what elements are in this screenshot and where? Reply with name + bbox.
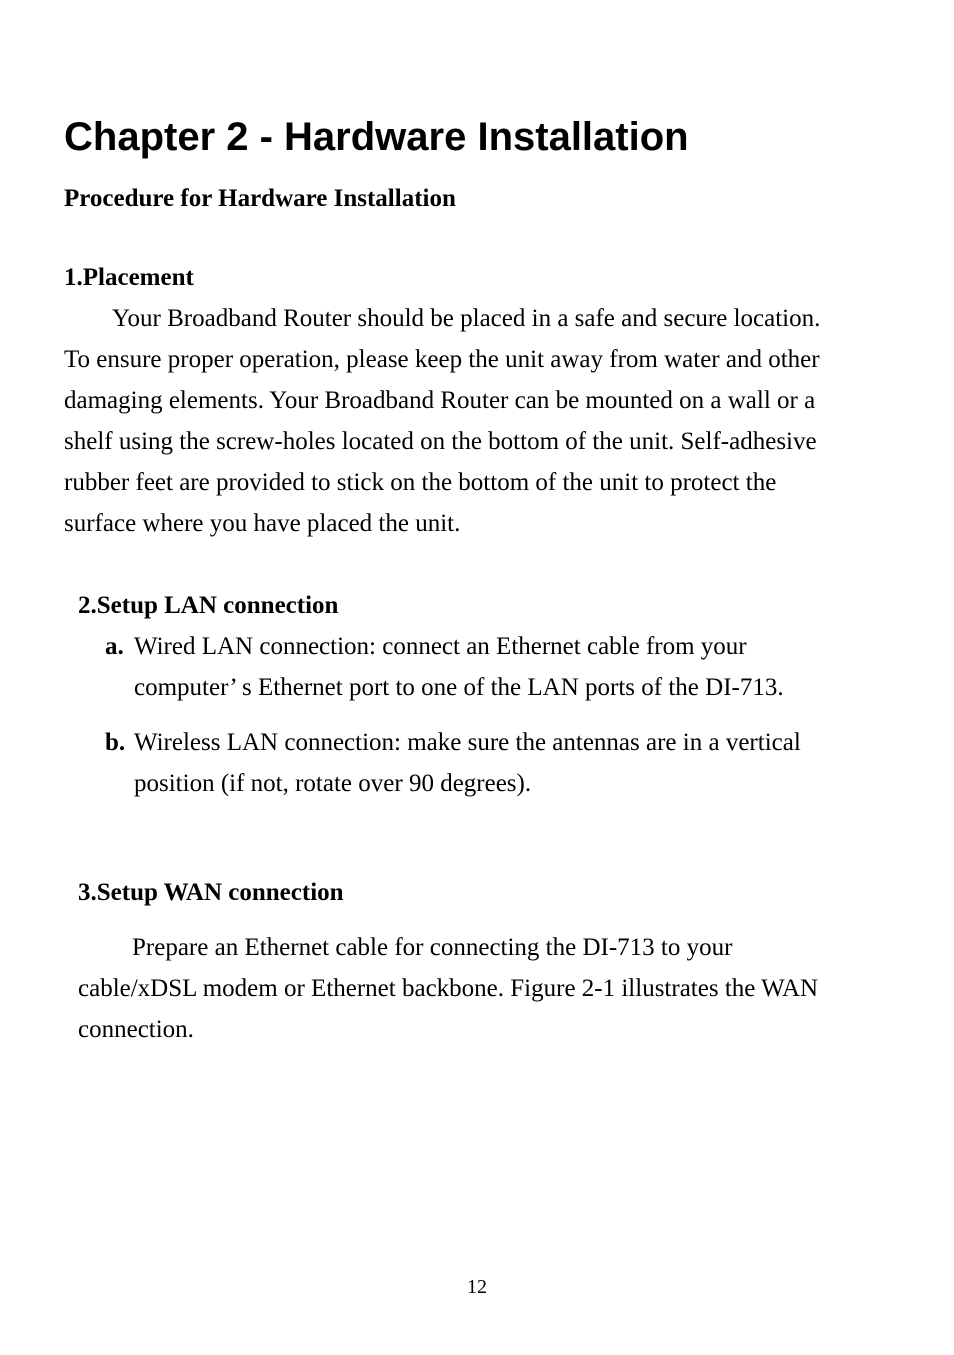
placement-line: Your Broadband Router should be placed in a safe and secure location. xyxy=(112,305,821,332)
wan-line: cable/xDSL modem or Ethernet backbone. Figure 2-1 illustrates the WAN xyxy=(78,975,819,1002)
placement-line: To ensure proper operation, please keep the unit away from water and other xyxy=(64,346,820,373)
placement-line: rubber feet are provided to stick on the bottom of the unit to protect the xyxy=(64,469,777,496)
procedure-title: Procedure for Hardware Installation xyxy=(64,185,456,212)
lan-heading: 2.Setup LAN connection xyxy=(78,592,339,619)
wan-line: connection. xyxy=(78,1016,194,1043)
list-item-line: computer’ s Ethernet port to one of the LAN ports of the DI-713. xyxy=(134,674,784,701)
list-item-line: position (if not, rotate over 90 degrees). xyxy=(134,770,532,797)
page-number: 12 xyxy=(467,1276,487,1298)
list-item-line: Wireless LAN connection: make sure the antennas are in a vertical xyxy=(134,729,801,756)
chapter-title: Chapter 2 - Hardware Installation xyxy=(64,115,689,159)
wan-heading: 3.Setup WAN connection xyxy=(78,879,344,906)
placement-heading: 1.Placement xyxy=(64,264,194,291)
placement-line: surface where you have placed the unit. xyxy=(64,510,461,537)
placement-line: shelf using the screw-holes located on the bottom of the unit. Self-adhesive xyxy=(64,428,817,455)
list-marker: a. xyxy=(105,633,124,660)
list-item-line: Wired LAN connection: connect an Ethernet cable from your xyxy=(134,633,747,660)
list-marker: b. xyxy=(105,729,126,756)
placement-line: damaging elements. Your Broadband Router can be mounted on a wall or a xyxy=(64,387,816,414)
wan-line: Prepare an Ethernet cable for connecting the DI-713 to your xyxy=(132,934,733,961)
